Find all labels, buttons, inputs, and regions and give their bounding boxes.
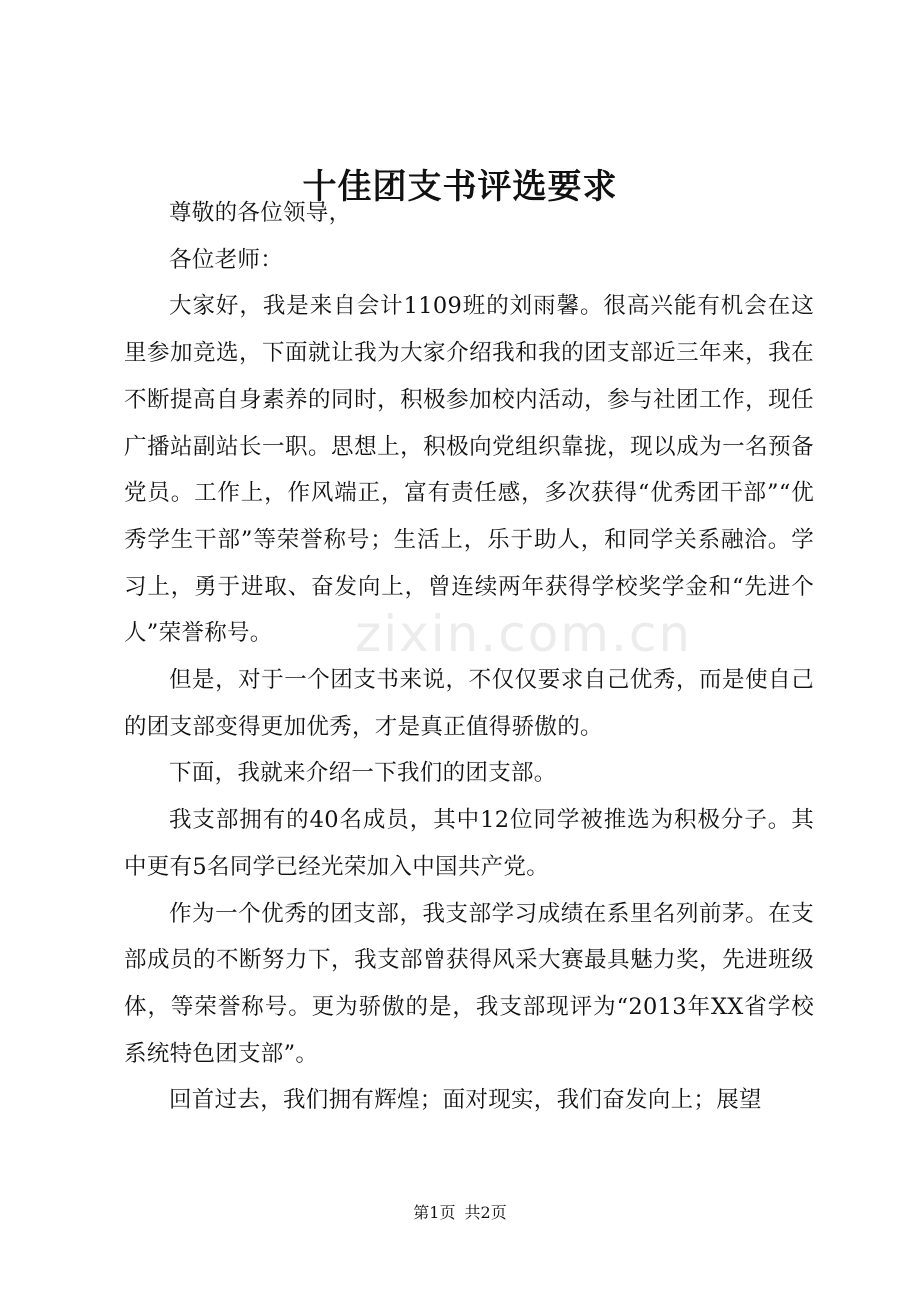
paragraph-self-intro: 大家好，我是来自会计1109班的刘雨馨。很高兴能有机会在这里参加竞选，下面就让我为大家介绍我和我的团支部近三年来，我在不断提高自身素养的同时，积极参加校内活动，参与社团工作，现任广播站副站长一职。思想上，积极向党组织靠拢，现以成为一名预备党员。工作上，作风端正，富有责任感，多次获得“优秀团干部”“优秀学生干部”等荣誉称号；生活上，乐于助人，和同学关系融洽。学习上，勇于进取、奋发向上，曾连续两年获得学校奖学金和“先进个人”荣誉称号。 — [124, 293, 814, 647]
paragraph-closing: 回首过去，我们拥有辉煌；面对现实，我们奋发向上；展望 — [169, 1087, 762, 1114]
document-body — [124, 190, 814, 1124]
watermark-text: zixin.com.cn — [355, 605, 693, 663]
paragraph-branch-intro: 下面，我就来介绍一下我们的团支部。 — [169, 760, 557, 787]
page-footer: 第1页 共2页 — [413, 1203, 507, 1222]
paragraph-transition: 但是，对于一个团支书来说，不仅仅要求自己优秀，而是使自己的团支部变得更加优秀，才是真正值得骄傲的。 — [124, 667, 814, 740]
page-title: 十佳团支书评选要求 — [302, 167, 618, 207]
paragraph-achievements: 作为一个优秀的团支部，我支部学习成绩在系里名列前茅。在支部成员的不断努力下，我支部曾获得风采大赛最具魅力奖，先进班级体，等荣誉称号。更为骄傲的是，我支部现评为“2013年XX省学校系统特色团支部”。 — [124, 900, 814, 1067]
paragraph-salutation-2: 各位老师： — [169, 246, 284, 273]
paragraph-members: 我支部拥有的40名成员，其中12位同学被推选为积极分子。其中更有5名同学已经光荣加入中国共产党。 — [124, 807, 814, 880]
paragraph-salutation-1: 尊敬的各位领导， — [169, 200, 352, 226]
